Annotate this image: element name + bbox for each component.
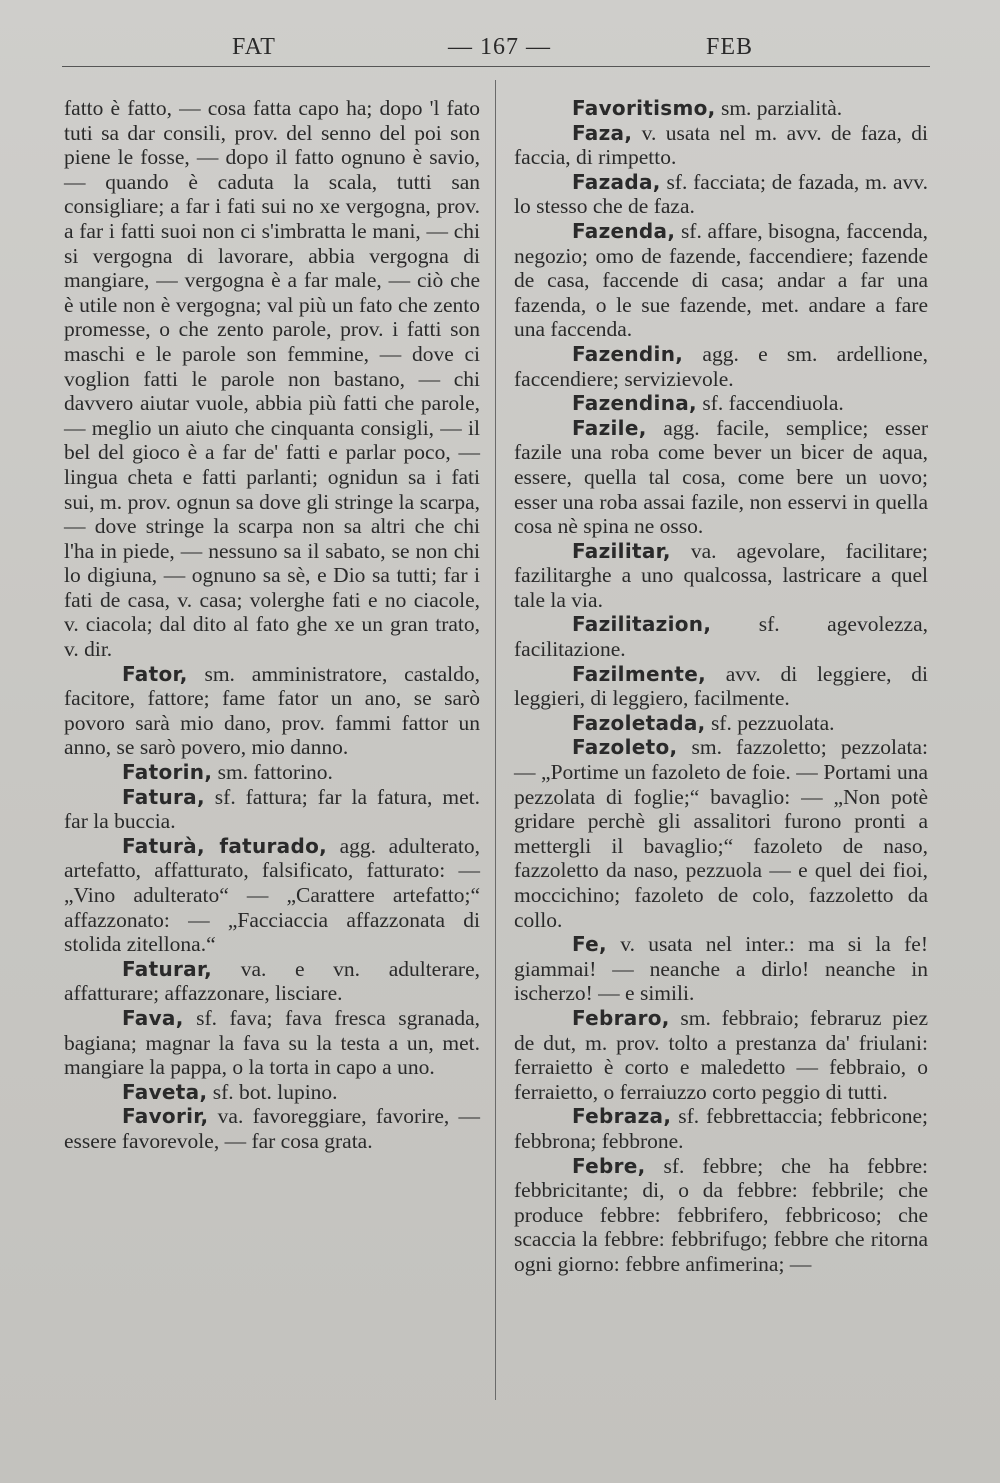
definition: sm. fazzoletto; pezzolata: — „Portime un fazoleto de foie. — Portami una pezzolata di foglie;“ bavaglio: — „Non potè gridare perchè gli assalitori furono pronti a mettergli il bavaglio;“ fazoleto de naso, fazzoletto da naso, pezzuola — e quel dei fioi, moccichino; fazoleto de colo, fazzoletto da collo.	[514, 735, 928, 932]
entry	[514, 612, 928, 661]
entry	[64, 96, 480, 662]
definition: fatto è fatto, — cosa fatta capo ha; dopo 'l fato tuti sa dar consili, prov. del senno del poi son piene le fosse, — dopo il fatto ognuno è savio, — quando è caduta la scala, tutti san consigliare; a far i fati sui no xe vergogna, prov. a far i fatti suoi non ci s'imbratta le mani, — chi si vergogna di lavorare, abbia vergogna di mangiare, — vergogna è a far male, — ciò che è utile non è vergogna; val più un fato che zento promesse, o che zento parole, prov. i fatti son maschi e le parole son femmine, — dove ci voglion fatti le parole non bastano, — chi davvero aiutar vuole, abbia più fatti che parole, — meglio un aiuto che cinquanta consigli, — il bel del gioco è a far de' fatti e parlar poco, — lingua cheta e fatti parlanti; ognidun sa i fati sui, m. prov. ognun sa dove gli stringe la scarpa, — dove stringe la scarpa non sa altri che chi l'ha in piede, — nessuno sa il sabato, se non chi lo digiuna, — ognuno sa sè, e Dio sa tutti; far i fati de casa, v. casa; volerghe fati e no ciacole, v. ciacola; dal dito al fato ghe xe un gran trato, v. dir.	[64, 96, 480, 662]
definition: sm. amministratore, castaldo, facitore, fattore; fame fator un ano, se sarò povoro sarà mio dano, prov. fammi fattor un anno, se sarò povero, mio danno.	[64, 661, 480, 760]
column-divider	[495, 80, 496, 1400]
page-number: — 167 —	[448, 34, 551, 60]
entry	[64, 662, 480, 760]
headword: Fator,	[122, 661, 188, 686]
headword: Fazile,	[572, 415, 647, 440]
headword: Fatura,	[122, 784, 205, 809]
definition: sf. fava; fava fresca sgranada, bagiana; magnar la fava su la testa a un, met. mangiare la pappa, o la torta in capo a uno.	[64, 1005, 480, 1080]
right-column	[514, 96, 928, 1277]
definition: sm. fattorino.	[217, 760, 333, 785]
entry	[514, 711, 928, 736]
definition: sf. faccendiuola.	[702, 391, 844, 416]
definition: agg. adulterato, artefatto, affatturato, falsificato, fatturato: — „Vino adulterato“ — „Carattere artefatto;“ affazzonato: — „Facciaccia affazzonata di stolida zitellona.“	[64, 833, 480, 957]
headword: Febraza,	[572, 1104, 672, 1129]
entry	[514, 1104, 928, 1153]
entry	[514, 735, 928, 932]
definition: agg. e sm. ardellione, faccendiere; servizievole.	[514, 341, 929, 391]
definition: sf. pezzuolata.	[710, 710, 835, 735]
headword: Fazendina,	[572, 391, 697, 416]
definition: sf. febbre; che ha febbre: febbricitante; di, o da febbre: febbrile; che produce febbre: febbrifero, febbricoso; che scaccia la febbre: febbrifugo; febbre che ritorna ogni giorno: febbre anfimerina; —	[514, 1153, 928, 1276]
headword: Favorir,	[122, 1104, 209, 1129]
entry	[514, 1154, 928, 1277]
headword: Faturà, faturado,	[122, 833, 328, 858]
entry	[514, 391, 928, 416]
entry	[64, 1006, 480, 1080]
definition: sf. febbrettaccia; febbricone; febbrona; febbrone.	[514, 1104, 928, 1153]
entry	[514, 662, 928, 711]
page-header	[0, 28, 1000, 68]
definition: va. agevolare, facilitare; fazilitarghe a uno qualcossa, lastricare a quel tale la via.	[514, 538, 928, 612]
definition: va. favoreggiare, favorire, — essere favorevole, — far cosa grata.	[64, 1104, 480, 1153]
headword: Fazendin,	[572, 341, 684, 366]
definition: sf. fattura; far la fatura, met. far la buccia.	[64, 784, 480, 834]
headword: Fe,	[572, 932, 607, 957]
headword: Fazada,	[572, 169, 661, 194]
definition: v. usata nel m. avv. de faza, di faccia, di rimpetto.	[514, 120, 928, 170]
definition: avv. di leggiere, di leggieri, di leggiero, facilmente.	[514, 661, 929, 711]
entry	[64, 1080, 480, 1105]
entry	[514, 96, 928, 121]
definition: sf. facciata; de fazada, m. avv. lo stesso che de faza.	[514, 169, 928, 219]
header-rule	[62, 66, 930, 67]
headword: Faveta,	[122, 1079, 208, 1104]
headword: Faza,	[572, 120, 633, 145]
entry	[64, 1104, 480, 1153]
entry	[514, 1006, 928, 1104]
definition: sm. parzialità.	[720, 96, 843, 120]
headword: Febraro,	[572, 1005, 670, 1030]
definition: va. e vn. adulterare, affatturare; affazzonare, lisciare.	[64, 956, 481, 1006]
headword: Faturar,	[122, 956, 213, 981]
headword: Fazilitar,	[572, 538, 671, 563]
headword: Fatorin,	[122, 760, 213, 785]
definition: sf. agevolezza, facilitazione.	[514, 612, 928, 662]
headword: Fazoleto,	[572, 735, 678, 760]
entry	[514, 416, 928, 539]
definition: sf. bot. lupino.	[212, 1079, 338, 1104]
entry	[514, 342, 928, 391]
headword: Fava,	[122, 1005, 184, 1030]
definition: v. usata nel inter.: ma si la fe! giammai! — neanche a dirlo! neanche in ischerzo! — e simili.	[514, 932, 928, 1006]
headword: Favoritismo,	[572, 96, 716, 120]
entry	[514, 170, 928, 219]
entry	[64, 760, 480, 785]
entry	[64, 957, 480, 1006]
headword: Fazoletada,	[572, 710, 706, 735]
entry	[64, 834, 480, 957]
entry	[64, 785, 480, 834]
headword: Fazilitazion,	[572, 612, 712, 637]
definition: sf. affare, bisogna, faccenda, negozio; omo de fazende, faccendiere; fazende de casa, faccende di casa; andar a far una fazenda, o le sue fazende, met. andare a fare una faccenda.	[514, 218, 928, 342]
definition: agg. facile, semplice; esser fazile una roba come bever un bicer de aqua, essere, quella tal cosa, come bere un uovo; esser una roba assai fazile, non esservi in quella cosa nè spina ne osso.	[514, 415, 928, 539]
entry	[514, 219, 928, 342]
header-right-guide-word: FEB	[706, 34, 754, 60]
left-column	[64, 96, 480, 1154]
headword: Fazenda,	[572, 218, 676, 243]
definition: sm. febbraio; febraruz piez de dut, m. prov. tolto a prestanza da' friulani: ferraietto è corto e maledetto — febbraio, o ferraietto, o ferraiuzzo corto peggio di tutti.	[514, 1005, 928, 1104]
entry	[514, 539, 928, 613]
header-left-guide-word: FAT	[232, 34, 276, 60]
entry	[514, 932, 928, 1006]
entry	[514, 121, 928, 170]
headword: Febre,	[572, 1153, 646, 1178]
headword: Fazilmente,	[572, 661, 707, 686]
